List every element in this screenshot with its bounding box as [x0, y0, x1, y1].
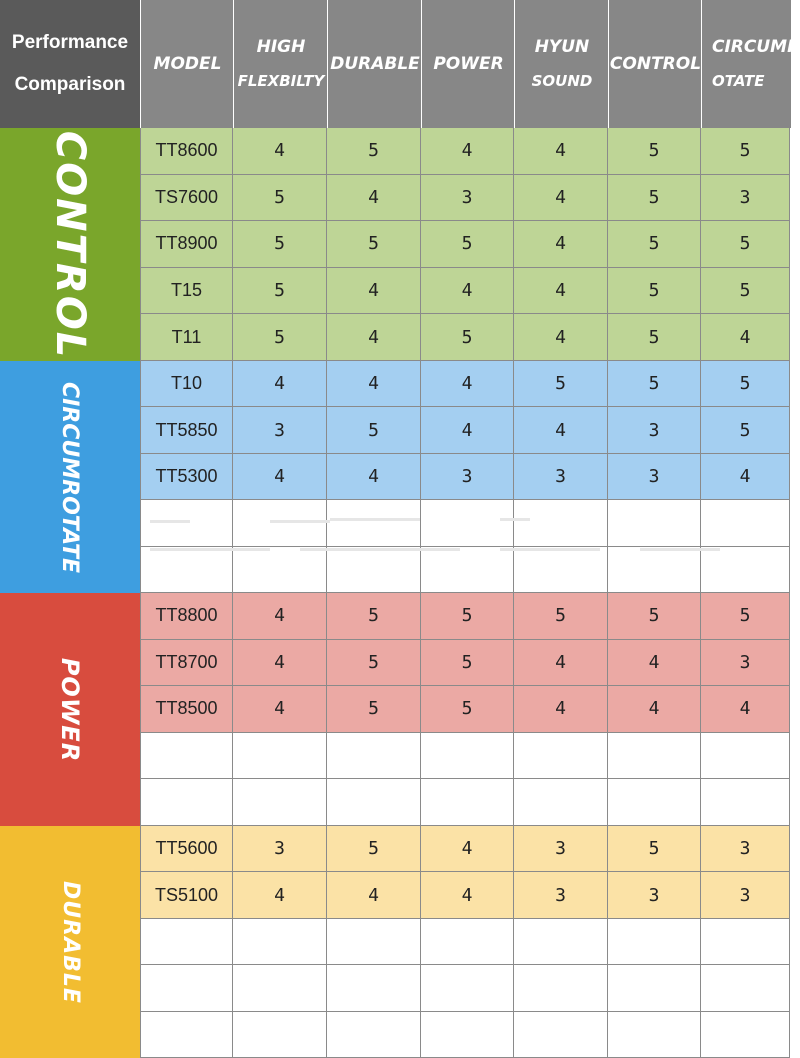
rating-cell [608, 500, 701, 546]
category-label-text: CIRCUMROTATE [57, 381, 83, 573]
rating-cell: 4 [327, 361, 421, 407]
artifact-streak [500, 548, 600, 551]
rating-cell: 5 [608, 361, 701, 407]
rating-cell: 5 [327, 640, 421, 687]
column-header-line-1: HIGH [256, 37, 306, 57]
rating-cell: 5 [327, 221, 421, 268]
model-cell [140, 733, 233, 780]
rating-cell [701, 547, 790, 593]
artifact-streak [270, 520, 330, 523]
rating-cell: 4 [701, 686, 790, 733]
column-header-line-1: CONTROL [609, 54, 702, 74]
rating-cell: 4 [327, 175, 421, 222]
rating-cell [327, 1012, 421, 1058]
rating-cell: 4 [233, 686, 327, 733]
rating-cell [514, 500, 608, 546]
rating-cell [514, 733, 608, 780]
rating-cell: 5 [233, 175, 327, 222]
artifact-streak [150, 520, 190, 523]
rating-cell: 5 [608, 826, 701, 872]
rating-cell: 5 [421, 314, 514, 361]
category-label-power [0, 593, 140, 826]
column-header-line-2: FLEXBILTY [237, 72, 325, 90]
rating-cell: 4 [514, 221, 608, 268]
rating-cell: 5 [514, 361, 608, 407]
column-header [327, 0, 422, 128]
rating-cell: 5 [701, 128, 790, 175]
rating-cell: 5 [421, 640, 514, 687]
rating-cell: 4 [233, 872, 327, 918]
rating-cell: 4 [327, 454, 421, 500]
rating-cell [421, 779, 514, 826]
model-cell: TT5600 [140, 826, 233, 872]
rating-cell: 5 [701, 407, 790, 453]
rating-cell [608, 733, 701, 780]
rating-cell [233, 500, 327, 546]
artifact-streak [300, 548, 460, 551]
rating-cell [233, 1012, 327, 1058]
rating-cell: 4 [514, 407, 608, 453]
rating-cell: 4 [233, 593, 327, 640]
column-header-line-2: SOUND [531, 72, 593, 90]
category-label-text: DURABLE [57, 880, 83, 1004]
model-cell: TT5850 [140, 407, 233, 453]
rating-cell: 4 [233, 454, 327, 500]
rating-cell [421, 919, 514, 965]
rating-cell [327, 965, 421, 1011]
rating-cell: 5 [233, 268, 327, 315]
rating-cell: 4 [514, 640, 608, 687]
column-header [514, 0, 609, 128]
rating-cell: 5 [608, 268, 701, 315]
model-cell: TT8500 [140, 686, 233, 733]
rating-cell [327, 779, 421, 826]
rating-cell: 3 [608, 872, 701, 918]
rating-cell [701, 1012, 790, 1058]
artifact-streak [500, 518, 530, 521]
rating-cell: 4 [514, 314, 608, 361]
rating-cell: 5 [421, 221, 514, 268]
rating-cell [421, 1012, 514, 1058]
artifact-streak [330, 518, 420, 521]
rating-cell [421, 500, 514, 546]
rating-cell [608, 547, 701, 593]
rating-cell: 4 [514, 175, 608, 222]
rating-cell: 4 [514, 128, 608, 175]
rating-cell: 5 [701, 221, 790, 268]
model-cell: TT8700 [140, 640, 233, 687]
column-header [421, 0, 515, 128]
rating-cell: 3 [233, 826, 327, 872]
rating-cell: 5 [327, 826, 421, 872]
rating-cell: 5 [327, 128, 421, 175]
rating-cell [701, 500, 790, 546]
rating-cell: 5 [327, 686, 421, 733]
rating-cell [421, 547, 514, 593]
table-title [0, 0, 140, 128]
model-cell: TT5300 [140, 454, 233, 500]
column-header-line-1: MODEL [153, 54, 222, 74]
category-label-text: CONTROL [47, 130, 94, 359]
rating-cell: 3 [514, 872, 608, 918]
rating-cell: 5 [327, 593, 421, 640]
model-cell: T15 [140, 268, 233, 315]
model-cell: T11 [140, 314, 233, 361]
artifact-streak [150, 548, 270, 551]
rating-cell: 3 [608, 407, 701, 453]
title-line-1: Performance [11, 32, 129, 53]
rating-cell: 3 [701, 872, 790, 918]
rating-cell: 3 [701, 640, 790, 687]
rating-cell: 5 [608, 128, 701, 175]
rating-cell [233, 919, 327, 965]
rating-cell: 4 [327, 872, 421, 918]
column-header-line-1: DURABLE [330, 54, 420, 74]
column-header-line-1: HYUN [534, 37, 590, 57]
rating-cell: 4 [608, 686, 701, 733]
rating-cell: 5 [233, 314, 327, 361]
rating-cell [421, 733, 514, 780]
column-header [140, 0, 234, 128]
column-header-line-1: CIRCUMR [712, 37, 800, 57]
rating-cell: 4 [327, 268, 421, 315]
rating-cell [701, 965, 790, 1011]
rating-cell [514, 965, 608, 1011]
category-label-circumrotate [0, 361, 140, 593]
rating-cell: 3 [421, 175, 514, 222]
rating-cell: 4 [233, 640, 327, 687]
rating-cell: 5 [608, 221, 701, 268]
rating-cell [514, 919, 608, 965]
rating-cell [327, 500, 421, 546]
model-cell [140, 965, 233, 1011]
rating-cell: 5 [608, 593, 701, 640]
rating-cell: 4 [421, 268, 514, 315]
rating-cell: 3 [233, 407, 327, 453]
rating-cell: 3 [514, 454, 608, 500]
model-cell [140, 779, 233, 826]
model-cell [140, 500, 233, 546]
rating-cell [233, 779, 327, 826]
rating-cell [608, 919, 701, 965]
rating-cell: 3 [421, 454, 514, 500]
rating-cell: 5 [327, 407, 421, 453]
column-header [233, 0, 328, 128]
model-cell [140, 919, 233, 965]
rating-cell: 4 [421, 361, 514, 407]
model-cell: TS5100 [140, 872, 233, 918]
rating-cell: 4 [608, 640, 701, 687]
column-header [701, 0, 800, 128]
rating-cell: 4 [327, 314, 421, 361]
rating-cell: 4 [514, 268, 608, 315]
category-label-control [0, 128, 140, 361]
rating-cell: 5 [701, 268, 790, 315]
rating-cell [514, 779, 608, 826]
category-label-text: POWER [56, 657, 84, 762]
model-cell: TS7600 [140, 175, 233, 222]
rating-cell [327, 547, 421, 593]
model-cell [140, 1012, 233, 1058]
artifact-streak [640, 548, 720, 551]
rating-cell: 4 [701, 314, 790, 361]
rating-cell: 4 [233, 361, 327, 407]
rating-cell: 4 [421, 128, 514, 175]
rating-cell [327, 919, 421, 965]
model-cell: TT8600 [140, 128, 233, 175]
rating-cell: 5 [233, 221, 327, 268]
category-label-durable [0, 826, 140, 1058]
rating-cell: 5 [421, 593, 514, 640]
rating-cell: 3 [608, 454, 701, 500]
rating-cell: 5 [421, 686, 514, 733]
rating-cell [701, 919, 790, 965]
rating-cell [233, 965, 327, 1011]
rating-cell [608, 965, 701, 1011]
rating-cell [421, 965, 514, 1011]
rating-cell: 4 [233, 128, 327, 175]
rating-cell [608, 779, 701, 826]
rating-cell [327, 733, 421, 780]
rating-cell: 5 [701, 593, 790, 640]
rating-cell: 3 [514, 826, 608, 872]
model-cell: T10 [140, 361, 233, 407]
rating-cell [514, 547, 608, 593]
rating-cell [233, 547, 327, 593]
title-line-2: Comparison [14, 74, 126, 95]
rating-cell: 4 [701, 454, 790, 500]
rating-cell: 4 [421, 872, 514, 918]
model-cell: TT8800 [140, 593, 233, 640]
rating-cell [701, 733, 790, 780]
rating-cell: 5 [514, 593, 608, 640]
column-header-line-2: OTATE [712, 72, 765, 90]
rating-cell: 3 [701, 175, 790, 222]
rating-cell: 5 [701, 361, 790, 407]
rating-cell [233, 733, 327, 780]
rating-cell: 5 [608, 314, 701, 361]
rating-cell: 4 [421, 826, 514, 872]
model-cell: TT8900 [140, 221, 233, 268]
column-header [608, 0, 702, 128]
rating-cell [701, 779, 790, 826]
rating-cell [608, 1012, 701, 1058]
rating-cell: 5 [608, 175, 701, 222]
column-header-line-1: POWER [433, 54, 504, 74]
model-cell [140, 547, 233, 593]
rating-cell: 3 [701, 826, 790, 872]
rating-cell: 4 [514, 686, 608, 733]
rating-cell: 4 [421, 407, 514, 453]
rating-cell [514, 1012, 608, 1058]
